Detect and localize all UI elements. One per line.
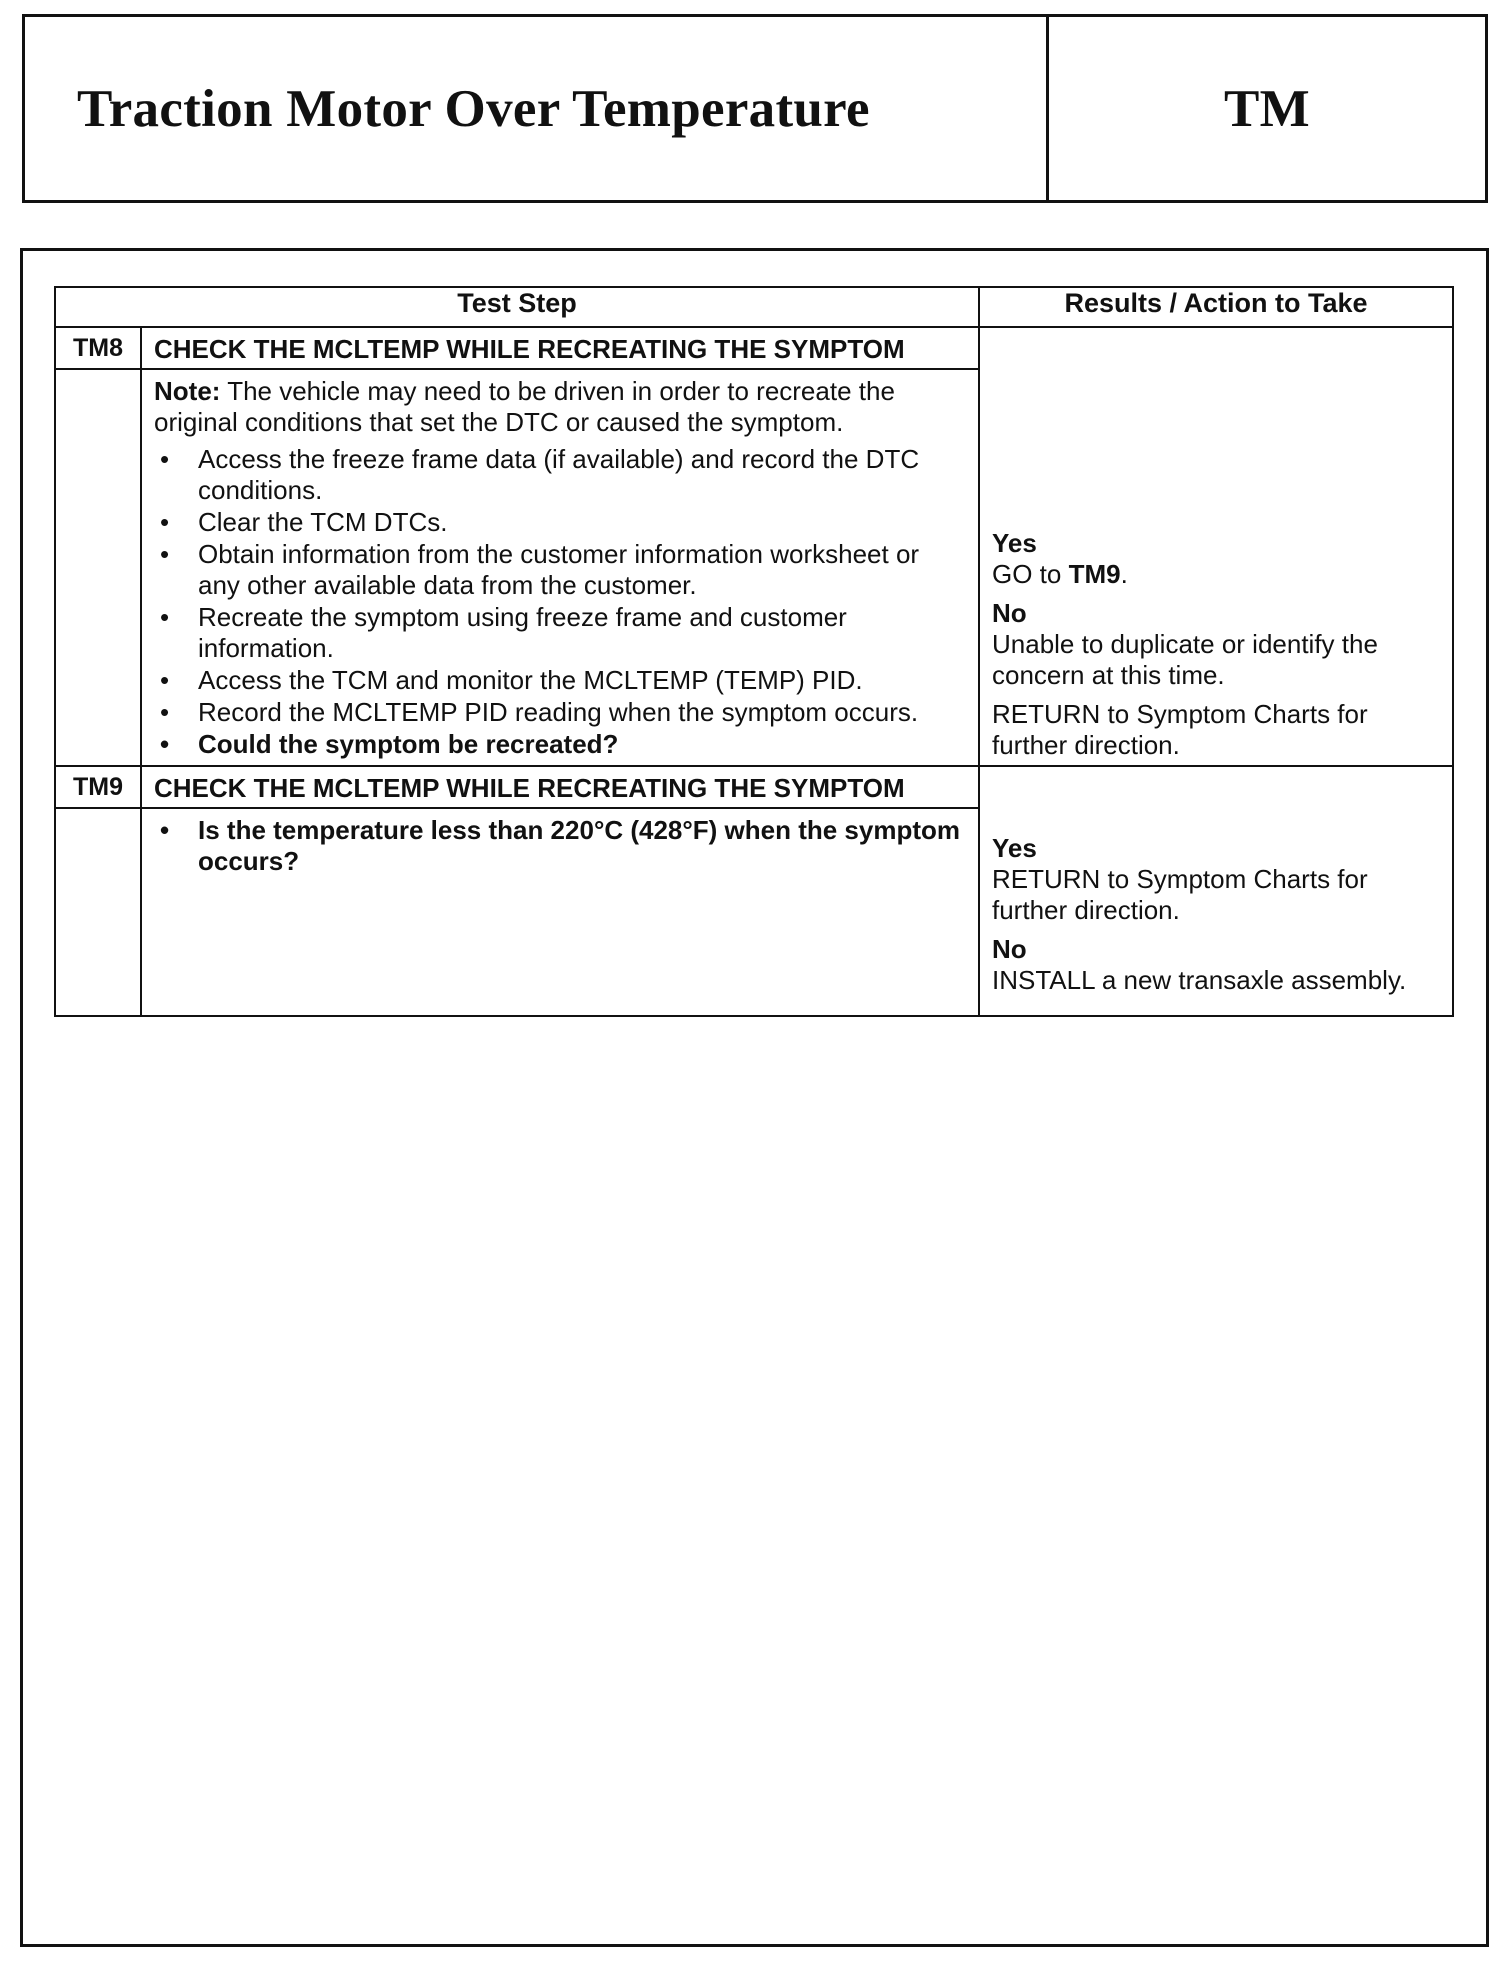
bullet-icon: •: [160, 444, 170, 474]
bullet-icon: •: [160, 539, 170, 569]
note-label: Note:: [154, 376, 221, 406]
question-text: Could the symptom be recreated?: [198, 729, 619, 759]
bullet-text: Clear the TCM DTCs.: [198, 507, 448, 537]
yes-label: Yes: [992, 528, 1037, 558]
step-body-tm9: [141, 808, 979, 1016]
step-ref-tm9: TM9: [1068, 559, 1121, 589]
column-header-test-step: Test Step: [55, 287, 979, 327]
step-question-tm8: [154, 729, 964, 760]
step-title-tm8: CHECK THE MCLTEMP WHILE RECREATING THE SYMPTOM: [141, 327, 979, 369]
no-label: No: [992, 598, 1027, 628]
table-header-row: [55, 287, 1453, 327]
result-no-tm9: [992, 934, 1438, 996]
list-item: [154, 602, 964, 664]
result-cell-tm8: [979, 327, 1453, 766]
step-note: [154, 376, 964, 438]
step-question-tm9: [154, 815, 964, 877]
bullet-text: Record the MCLTEMP PID reading when the symptom occurs.: [198, 697, 919, 727]
list-item: [154, 665, 964, 696]
bullet-icon: •: [160, 815, 170, 845]
result-cell-tm9: [979, 766, 1453, 1016]
bullet-text: Access the TCM and monitor the MCLTEMP (TEMP) PID.: [198, 665, 863, 695]
yes-label: Yes: [992, 833, 1037, 863]
header-code-cell: [1049, 17, 1485, 200]
no-action: Unable to duplicate or identify the concern at this time.: [992, 629, 1378, 690]
bullet-icon: •: [160, 507, 170, 537]
step-bullets-tm8: [154, 444, 964, 760]
no-action-return: RETURN to Symptom Charts for further direction.: [992, 699, 1368, 760]
question-text: Is the temperature less than 220°C (428°F) when the symptom occurs?: [198, 815, 961, 876]
step-id-blank: [55, 369, 141, 766]
test-step-table: [54, 286, 1454, 1017]
step-id-blank: [55, 808, 141, 1016]
step-body-tm8: [141, 369, 979, 766]
list-item: [154, 507, 964, 538]
result-no-tm8: [992, 598, 1438, 761]
step-title-row-tm9: [55, 766, 1453, 808]
yes-action: RETURN to Symptom Charts for further direction.: [992, 864, 1368, 925]
yes-action-suffix: .: [1120, 559, 1128, 589]
list-item: [154, 539, 964, 601]
bullet-icon: •: [160, 665, 170, 695]
bullet-icon: •: [160, 602, 170, 632]
page-header: [22, 14, 1488, 203]
step-title-tm9: CHECK THE MCLTEMP WHILE RECREATING THE SYMPTOM: [141, 766, 979, 808]
result-yes-tm9: [992, 833, 1438, 926]
result-yes-tm8: [992, 528, 1438, 590]
step-id-tm9: TM9: [55, 766, 141, 808]
page-frame: [20, 248, 1489, 1947]
bullet-icon: •: [160, 697, 170, 727]
note-text: The vehicle may need to be driven in order to recreate the original conditions that set the DTC or caused the symptom.: [154, 376, 895, 437]
bullet-text: Access the freeze frame data (if available) and record the DTC conditions.: [198, 444, 920, 505]
list-item: [154, 444, 964, 506]
step-id-tm8: TM8: [55, 327, 141, 369]
no-label: No: [992, 934, 1027, 964]
header-title-cell: [25, 17, 1049, 200]
no-action: INSTALL a new transaxle assembly.: [992, 965, 1407, 995]
bullet-icon: •: [160, 729, 170, 759]
list-item: [154, 697, 964, 728]
step-bullets-tm9: [154, 815, 964, 877]
bullet-text: Recreate the symptom using freeze frame and customer information.: [198, 602, 847, 663]
step-title-row-tm8: [55, 327, 1453, 369]
bullet-text: Obtain information from the customer information worksheet or any other available data from the customer.: [198, 539, 920, 600]
yes-action: [992, 559, 1438, 590]
column-header-results: Results / Action to Take: [979, 287, 1453, 327]
page-title: Traction Motor Over Temperature: [77, 79, 870, 138]
section-code: TM: [1224, 79, 1310, 138]
yes-action-prefix: GO to: [992, 559, 1069, 589]
